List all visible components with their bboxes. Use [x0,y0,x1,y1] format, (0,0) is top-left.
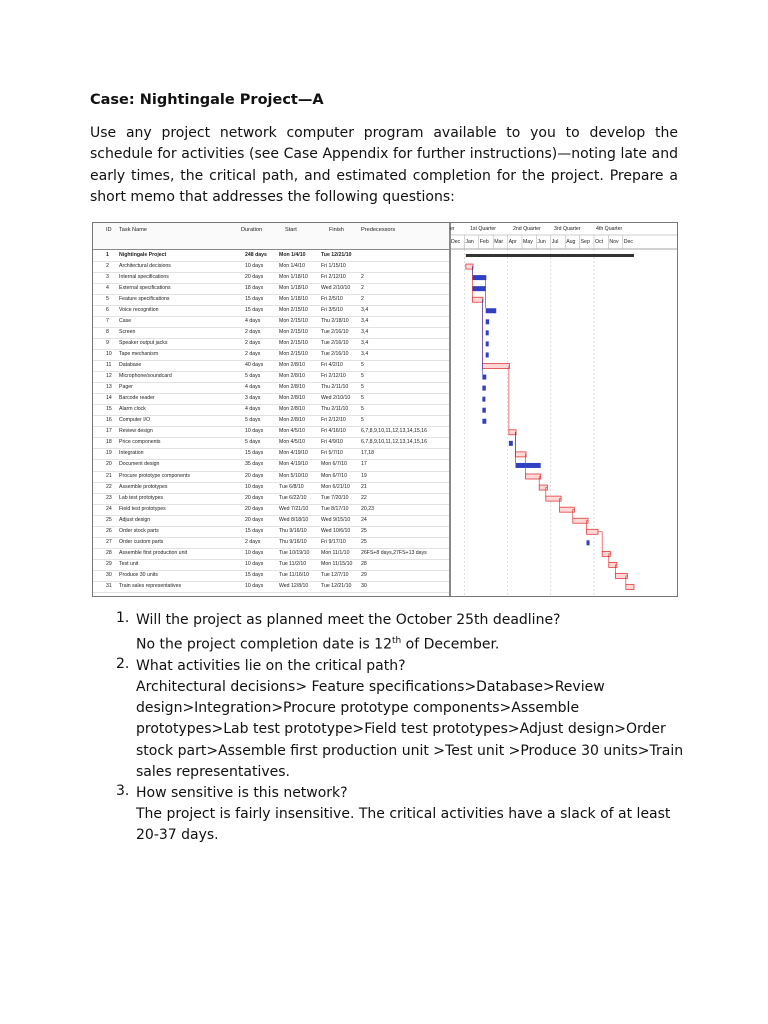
row-id: 21 [106,472,112,479]
table-row [93,305,449,317]
row-duration: 10 days [245,428,264,435]
gantt-task-bar [482,408,485,413]
row-task-name: Document design [119,461,160,468]
row-finish: Mon 6/21/10 [321,483,350,490]
row-duration: 5 days [245,417,261,424]
row-duration: 35 days [245,461,264,468]
row-start: Mon 1/4/10 [279,262,305,269]
table-row [93,283,449,295]
row-predecessors: 5 [361,362,364,368]
row-finish: Wed 9/15/10 [321,516,351,523]
question-text: Will the project as planned meet the October 25th deadline? [136,612,561,628]
row-task-name: Adjust design [119,516,151,523]
row-start: Tue 11/2/10 [279,560,307,567]
gantt-month-label: Mar [494,239,504,245]
row-predecessors: 25 [361,527,367,534]
row-predecessors: 25 [361,538,367,545]
gantt-task-bar [472,286,485,291]
gantt-critical-bar [525,474,540,479]
row-id: 30 [106,571,112,578]
row-start: Tue 11/16/10 [279,571,309,578]
row-duration: 4 days [245,384,261,391]
row-duration: 18 days [245,284,264,291]
row-start: Mon 1/4/10 [279,251,306,258]
row-finish: Tue 2/16/10 [321,350,349,357]
table-row [93,372,449,384]
row-id: 2 [106,262,109,269]
row-id: 8 [106,328,109,335]
row-duration: 4 days [245,317,261,324]
question-2 [90,656,690,783]
row-predecessors: 3,4 [361,328,369,335]
row-id: 3 [106,273,109,280]
row-id: 29 [106,560,112,567]
row-predecessors: 3,4 [361,339,369,346]
table-row [93,526,449,538]
row-task-name: Database [119,362,142,368]
row-task-name: Pager [119,384,133,391]
gantt-critical-bar [573,518,588,523]
row-task-name: Test unit [119,560,139,567]
gantt-task-bar [472,275,486,280]
row-finish: Mon 6/7/10 [321,472,347,479]
gantt-month-label: May [523,239,533,245]
table-row [93,349,449,361]
table-row [93,250,449,262]
row-start: Thu 9/16/10 [279,527,307,534]
table-row [93,361,449,373]
table-row [93,405,449,417]
gantt-dependency-link [598,532,602,552]
row-id: 23 [106,494,112,501]
gantt-task-bar [516,463,541,468]
gantt-month-label: Feb [479,239,489,245]
row-predecessors: 5 [361,395,364,402]
table-row [93,383,449,395]
row-start: Mon 4/19/10 [279,450,308,457]
gantt-quarter-label: 4th Quarter [596,226,623,232]
gantt-task-bar [509,441,513,446]
row-task-name: Field test prototypes [119,505,166,512]
row-task-name: Nightingale Project [119,251,167,258]
row-id: 19 [106,450,112,457]
gantt-quarter-label: 2nd Quarter [513,226,541,232]
row-finish: Mon 11/15/10 [321,560,353,567]
row-finish: Fri 4/16/10 [321,428,346,435]
row-predecessors: 6,7,8,9,10,11,12,13,14,15,16 [361,428,427,435]
gantt-critical-bar [546,496,561,501]
row-duration: 10 days [245,483,264,490]
row-predecessors: 6,7,8,9,10,11,12,13,14,15,16 [361,439,427,446]
row-finish: Fri 4/2/10 [321,362,343,368]
row-duration: 3 days [245,395,261,402]
header-predecessors: Predecessors [361,227,396,233]
gantt-month-label: Nov [609,239,619,245]
row-task-name: Assemble prototypes [119,483,168,490]
gantt-month-label: Jun [537,239,546,245]
row-id: 4 [106,284,109,291]
row-id: 6 [106,306,109,313]
table-row [93,327,449,339]
row-start: Mon 4/5/10 [279,428,305,435]
row-task-name: Lab test prototypes [119,494,164,501]
row-predecessors: 20,23 [361,505,374,512]
row-predecessors: 3,4 [361,306,369,313]
gantt-dependency-link [516,432,517,463]
gantt-quarter-label: er [450,226,455,232]
question-list [90,610,690,846]
row-start: Wed 12/8/10 [279,583,309,589]
table-row [93,582,449,594]
gantt-quarter-label: 1st Quarter [470,226,496,232]
row-id: 14 [106,395,112,402]
gantt-month-label: Apr [508,239,517,245]
gantt-critical-bar [587,529,598,534]
row-duration: 20 days [245,494,264,501]
row-task-name: Procure prototype components [119,472,190,479]
table-row [93,261,449,273]
gantt-task-bar [482,419,486,424]
row-finish: Fri 2/12/10 [321,417,346,424]
row-id: 13 [106,384,112,391]
row-predecessors: 5 [361,384,364,391]
row-id: 12 [106,373,112,380]
row-predecessors: 29 [361,571,367,578]
row-duration: 20 days [245,505,264,512]
row-id: 22 [106,483,112,490]
row-finish: Wed 10/6/10 [321,527,351,534]
table-row [93,548,449,560]
row-predecessors: 21 [361,483,367,490]
row-duration: 10 days [245,583,264,589]
gantt-task-bar [482,375,486,380]
row-finish: Thu 2/11/10 [321,384,349,391]
row-predecessors: 28 [361,560,367,567]
table-row [93,272,449,284]
row-task-name: Voice recognition [119,306,159,313]
row-id: 24 [106,505,112,512]
row-duration: 2 days [245,538,261,545]
gantt-chart [450,223,677,596]
gantt-bars [450,223,677,596]
gantt-quarter-label: 3rd Quarter [554,226,581,232]
row-task-name: Screen [119,328,136,335]
row-finish: Tue 8/17/10 [321,505,349,512]
row-task-name: Architectural decisions [119,262,171,269]
gantt-task-bar [482,386,485,391]
row-id: 11 [106,362,112,368]
row-task-name: Integration [119,450,144,457]
gantt-critical-bar [560,507,575,512]
row-id: 1 [106,251,109,258]
row-id: 16 [106,417,112,424]
row-start: Tue 6/22/10 [279,494,307,501]
row-start: Mon 2/8/10 [279,384,305,391]
table-row [93,338,449,350]
table-row [93,493,449,505]
row-start: Mon 2/15/10 [279,328,308,335]
row-task-name: Order custom parts [119,538,164,545]
row-task-name: Case [119,317,132,324]
gantt-task-bar [486,352,489,357]
question-text: How sensitive is this network? [136,785,348,802]
row-start: Mon 2/15/10 [279,306,308,313]
row-finish: Fri 2/5/10 [321,295,343,302]
row-duration: 15 days [245,571,264,578]
row-finish: Fri 2/12/10 [321,373,346,380]
row-start: Mon 2/15/10 [279,350,308,357]
row-finish: Fri 1/15/10 [321,262,346,269]
row-start: Mon 2/8/10 [279,417,305,424]
row-duration: 248 days [245,251,267,258]
row-start: Wed 8/18/10 [279,516,309,523]
row-start: Tue 10/19/10 [279,549,310,556]
answer-text: The project is fairly insensitive. The critical activities have a slack of at least 20-37 days. [136,806,671,844]
row-predecessors: 3,4 [361,350,369,357]
table-row [93,294,449,306]
row-id: 5 [106,295,109,302]
question-number: 1. [116,610,130,626]
gantt-critical-bar [482,364,509,369]
table-header [93,223,449,250]
gantt-month-label: Jul [551,239,559,245]
row-finish: Fri 9/17/10 [321,538,346,545]
row-predecessors: 5 [361,417,364,424]
row-start: Mon 2/8/10 [279,406,305,413]
table-row [93,427,449,439]
document-title: Case: Nightingale Project—A [90,92,324,108]
gantt-month-label: Dec [451,239,461,245]
row-duration: 2 days [245,350,261,357]
row-start: Mon 2/8/10 [279,362,305,368]
table-row [93,416,449,428]
row-duration: 4 days [245,406,261,413]
row-duration: 20 days [245,472,264,479]
row-task-name: Order stock parts [119,527,159,534]
table-row [93,438,449,450]
row-id: 20 [106,461,112,468]
row-duration: 15 days [245,295,264,302]
row-duration: 15 days [245,306,264,313]
gantt-task-bar [587,540,590,545]
row-finish: Wed 2/10/10 [321,395,351,402]
row-finish: Wed 2/10/10 [321,284,351,291]
row-task-name: Produce 30 units [119,571,158,578]
row-duration: 15 days [245,527,264,534]
row-predecessors: 22 [361,494,367,501]
row-duration: 15 days [245,450,264,457]
table-row [93,515,449,527]
gantt-critical-bar [626,585,634,590]
row-task-name: Assemble first production unit [119,549,188,556]
row-task-name: Review design [119,428,153,435]
row-task-name: Speaker output jacks [119,339,168,346]
row-start: Mon 4/5/10 [279,439,305,446]
row-finish: Fri 2/12/10 [321,273,346,280]
row-duration: 10 days [245,262,264,269]
row-predecessors: 5 [361,373,364,380]
row-id: 15 [106,406,112,413]
table-row [93,316,449,328]
row-predecessors: 17,18 [361,450,374,457]
row-duration: 5 days [245,373,261,380]
row-duration: 40 days [245,362,264,368]
row-task-name: Price components [119,439,161,446]
gantt-month-label: Aug [566,239,576,245]
ms-project-screenshot [92,222,678,597]
row-predecessors: 3,4 [361,317,369,324]
row-duration: 10 days [245,549,264,556]
row-predecessors: 2 [361,295,364,302]
table-row [93,504,449,516]
gantt-critical-bar [516,452,527,457]
table-row [93,394,449,406]
row-start: Wed 7/21/10 [279,505,309,512]
gantt-dependency-link [486,278,487,309]
row-start: Mon 4/19/10 [279,461,308,468]
row-start: Mon 1/18/10 [279,273,308,280]
row-id: 26 [106,527,112,534]
row-id: 18 [106,439,112,446]
gantt-task-bar [486,319,489,324]
row-finish: Fri 5/7/10 [321,450,343,457]
row-duration: 2 days [245,328,261,335]
row-start: Mon 5/10/10 [279,472,308,479]
gantt-critical-bar [472,297,483,302]
question-3 [90,783,690,846]
gantt-month-label: Sep [580,239,590,245]
gantt-task-bar [486,341,489,346]
gantt-dependency-link [509,366,510,430]
header-start: Start [285,227,297,233]
gantt-summary-bar [466,254,634,257]
row-predecessors: 26FS+8 days,27FS+13 days [361,549,427,556]
table-row [93,570,449,582]
row-finish: Mon 11/1/10 [321,549,350,556]
row-finish: Fri 3/5/10 [321,306,343,313]
answer-text: Architectural decisions> Feature specifications>Database>Review design>Integration>Procure prototype components>Assemble prototypes>Lab test prototype>Field test prototypes>Adjust design>Order stock part>Assemble first production unit >Test unit >Produce 30 units>Train sales representatives. [136,678,684,780]
row-id: 28 [106,549,112,556]
row-task-name: Tape mechanism [119,350,159,357]
header-task-name: Task Name [119,227,147,233]
row-duration: 20 days [245,516,264,523]
table-row [93,449,449,461]
gantt-month-label: Dec [623,239,634,245]
gantt-task-bar [486,308,497,313]
header-id: ID [106,227,112,233]
question-text: What activities lie on the critical path? [136,657,406,674]
gantt-critical-bar [509,430,516,435]
row-predecessors: 30 [361,583,367,589]
table-row [93,559,449,571]
row-predecessors: 17 [361,461,367,468]
row-task-name: External specifications [119,284,171,291]
row-id: 27 [106,538,112,545]
row-predecessors: 5 [361,406,364,413]
row-duration: 2 days [245,339,261,346]
row-start: Mon 2/8/10 [279,373,305,380]
intro-paragraph: Use any project network computer program available to you to develop the schedule for activities (see Case Appendix for further instructions)—noting late and early times, the critical path, and estimated completion for the project. Prepare a short memo that addresses the following questions: [90,125,678,205]
question-number: 2. [116,655,130,672]
row-id: 9 [106,339,109,346]
row-start: Mon 2/15/10 [279,339,308,346]
gantt-month-label: Oct [595,239,604,245]
row-finish: Thu 2/11/10 [321,406,349,413]
row-predecessors: 24 [361,516,367,523]
row-finish: Tue 2/16/10 [321,328,349,335]
gantt-task-bar [482,397,485,402]
table-row [93,471,449,483]
row-start: Tue 6/8/10 [279,483,304,490]
row-task-name: Feature specifications [119,295,170,302]
row-task-name: Alarm clock [119,406,146,413]
answer-text: No the project completion date is 12th of December. [136,636,500,653]
row-start: Mon 1/18/10 [279,284,308,291]
table-row [93,460,449,472]
row-finish: Tue 12/7/10 [321,571,349,578]
row-finish: Thu 2/18/10 [321,317,349,324]
table-row [93,537,449,549]
row-id: 25 [106,516,112,523]
row-predecessors: 19 [361,472,367,479]
row-task-name: Microphone/soundcard [119,373,172,380]
row-start: Mon 1/18/10 [279,295,308,302]
header-duration: Duration [241,227,263,233]
row-task-name: Internal specifications [119,273,169,280]
row-predecessors: 2 [361,273,364,280]
row-finish: Mon 6/7/10 [321,461,347,468]
row-id: 17 [106,428,112,435]
question-1 [90,610,690,656]
row-task-name: Train sales representatives [119,583,182,589]
row-start: Mon 2/15/10 [279,317,308,324]
row-duration: 5 days [245,439,261,446]
row-start: Mon 2/8/10 [279,395,305,402]
row-predecessors: 2 [361,284,364,291]
row-finish: Tue 7/20/10 [321,494,349,501]
row-id: 31 [106,583,112,589]
gantt-task-bar [486,330,489,335]
row-id: 7 [106,317,109,324]
row-task-name: Computer I/O [119,417,151,424]
row-duration: 10 days [245,560,264,567]
row-start: Thu 9/16/10 [279,538,307,545]
task-table [93,223,451,596]
question-number: 3. [116,783,130,800]
gantt-month-label: Jan [465,239,474,245]
gantt-critical-bar [466,264,473,269]
header-finish: Finish [329,227,344,233]
row-id: 10 [106,350,112,357]
row-finish: Fri 4/9/10 [321,439,343,446]
table-row [93,482,449,494]
row-finish: Tue 2/16/10 [321,339,349,346]
row-task-name: Barcode reader [119,395,155,402]
row-duration: 20 days [245,273,264,280]
row-finish: Tue 12/21/10 [321,583,352,589]
row-finish: Tue 12/21/10 [321,251,352,258]
